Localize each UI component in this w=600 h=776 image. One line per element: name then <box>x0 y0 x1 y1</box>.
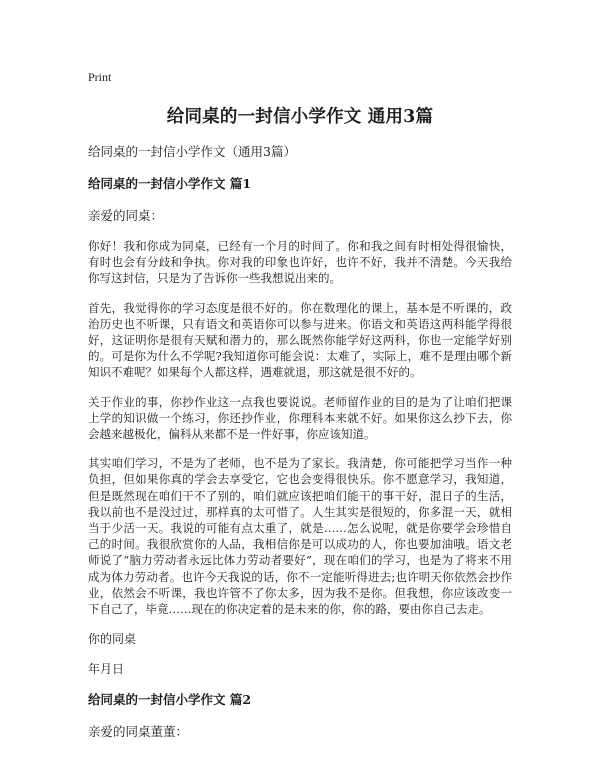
section-1-paragraph-4: 其实咱们学习，不是为了老师，也不是为了家长。我清楚，你可能把学习当作一种负担，但如果你真的学会去享受它，它也会变得很快乐。你不愿意学习，我知道，但是既然现在咱们干不了别的，咱们就应该把咱们能干的事干好，混日子的生活，我以前也不是没过过，那样真的太可惜了。人生其实是很短的，你多混一天，就相当于少活一天。我说的可能有点太重了，就是……怎么说呢，就是你要学会珍惜自己的时间。我很欣赏你的人品，我相信你是可以成功的人，你也要加油哦。语文老师说了“脑力劳动者永远比体力劳动者要好”，现在咱们的学习，也是为了将来不用成为体力劳动者。也许今天我说的话，你不一定能听得进去;也许明天你依然会抄作业，依然会不听课，我也许管不了你太多，因为我不是你。但我想，你应该改变一下自己了，毕竟……现在的你决定着的是未来的你，你的路，要由你自己去走。 <box>88 456 512 617</box>
section-2-salutation: 亲爱的同桌董董： <box>88 724 189 740</box>
section-1-paragraph-2: 首先，我觉得你的学习态度是很不好的。你在数理化的课上，基本是不听课的，政治历史也不听课，只有语文和英语你可以参与进来。你语文和英语这两科能学得很好，这证明你是很有天赋和潜力的，那么既然你能学好这两科，你也一定能学好别的。可是你为什么不学呢?我知道你可能会说：太难了，实际上，难不是理由哪个新知识不难呢？如果每个人都这样，遇难就退，那这就是很不好的。 <box>88 300 512 380</box>
section-1-closing: 你的同桌 <box>88 632 137 647</box>
section-1-heading: 给同桌的一封信小学作文 篇1 <box>88 176 252 191</box>
print-link[interactable]: Print <box>88 70 112 84</box>
section-1-paragraph-3: 关于作业的事，你抄作业这一点我也要说说。老师留作业的目的是为了让咱们把课上学的知识做一个练习，你还抄作业，你理科本来就不好。如果你这么抄下去，你会越来越极化，偏科从来都不是一件好事，你应该知道。 <box>88 394 512 442</box>
section-1-salutation: 亲爱的同桌： <box>88 208 164 223</box>
section-1-paragraph-1: 你好！我和你成为同桌，已经有一个月的时间了。你和我之间有时相处得很愉快，有时也会有分歧和争执。你对我的印象也许好，也许不好，我并不清楚。今天我给你写这封信，只是为了告诉你一些我想说出来的。 <box>88 239 512 286</box>
section-2-heading: 给同桌的一封信小学作文 篇2 <box>88 692 252 708</box>
document-title: 给同桌的一封信小学作文 通用3篇 <box>166 107 434 127</box>
section-1-date: 年月日 <box>88 662 125 677</box>
document-subtitle: 给同桌的一封信小学作文（通用3篇） <box>88 144 296 159</box>
